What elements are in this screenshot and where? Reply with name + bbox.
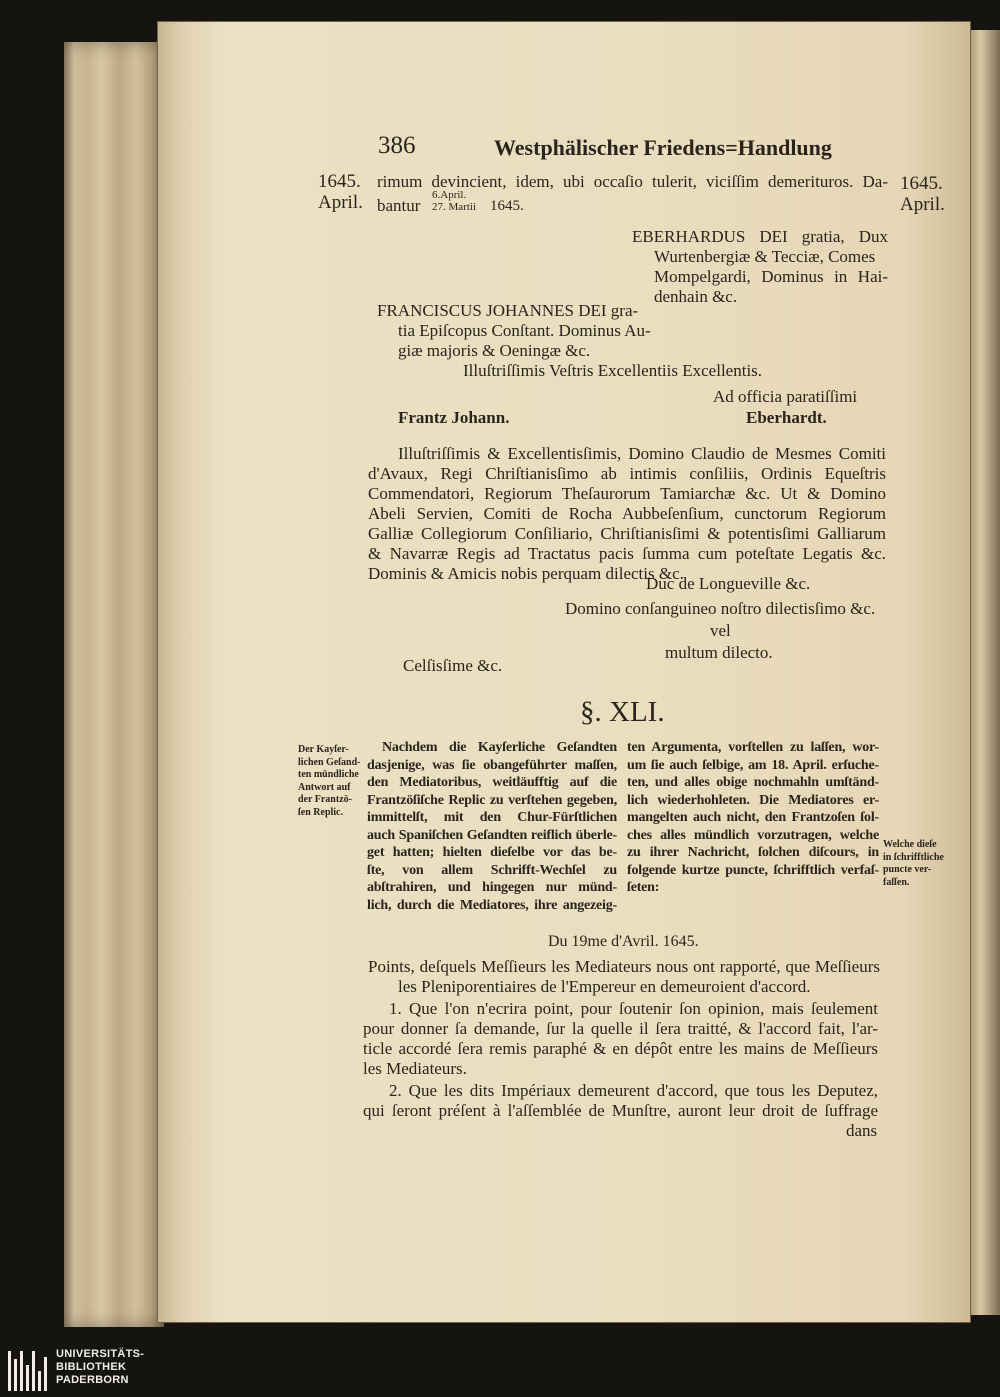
german-line: get hatten; hielten dieſelbe vor das be- <box>367 845 617 860</box>
german-column-1 <box>367 739 617 914</box>
address-paragraph <box>368 444 886 584</box>
signature-left: Frantz Johann. <box>398 408 510 427</box>
closing-celsissime: Celſisſime &c. <box>403 656 503 675</box>
french-point-1 <box>363 999 878 1079</box>
library-logo-bars-icon <box>8 1351 48 1391</box>
library-logo-line: BIBLIOTHEK <box>56 1361 127 1373</box>
french-point-2 <box>363 1081 878 1121</box>
sidenote-right-line: Welche dieſe <box>883 839 937 850</box>
eberhard-block <box>632 227 888 307</box>
german-line: Frantzöſiſche Replic zu verſtehen gegeben, <box>367 792 617 808</box>
page-number: 386 <box>378 132 416 159</box>
right-page-edge <box>968 30 1000 1315</box>
sidenote-left-line: Der Kayſer- <box>298 744 349 755</box>
sidenote-left-line: der Frantzö- <box>298 794 352 805</box>
german-line: den Mediatoribus, weitläufftig auf die <box>367 775 617 790</box>
french-point-line: pour donner ſa demande, ſur la quelle il ſera traitté, & l'accord fait, l'ar- <box>363 1019 878 1038</box>
sidenote-left-line: ſen Replic. <box>298 806 343 818</box>
franciscus-line: FRANCISCUS JOHANNES DEI gra- <box>377 301 639 320</box>
ad-officia: Ad officia paratiſſimi <box>713 387 858 406</box>
german-line: dasjenige, was ſie obangeführter maſſen, <box>367 757 617 773</box>
eberhard-line: Mompelgardi, Dominus in Hai- <box>654 267 888 286</box>
german-line: ſeten: <box>627 880 660 895</box>
french-title <box>368 957 880 997</box>
letter-line-1: rimum devincient, idem, ubi occaſio tulerit, viciſſim demerituros. Da- <box>377 172 888 191</box>
french-point-line: les Mediateurs. <box>363 1059 467 1078</box>
closing-vel: vel <box>710 621 731 640</box>
franciscus-line: tia Epiſcopus Conſtant. Dominus Au- <box>398 321 651 340</box>
german-column-2 <box>627 739 879 897</box>
sidenote-right-line: faſſen. <box>883 876 910 888</box>
sidenote-left-line: lichen Geſand- <box>298 756 361 768</box>
sidenote-right <box>883 839 944 889</box>
margin-year-left: 1645. <box>318 171 361 192</box>
address-line: d'Avaux, Regi Chriſtianisſimo ab intimis conſiliis, Ordinis Equeſtris <box>368 464 886 483</box>
french-title-line: Points, deſquels Meſſieurs les Mediateurs nous ont rapporté, que Meſſieurs <box>368 957 880 976</box>
address-line: Illuſtriſſimis & Excellentisſimis, Domino Claudio de Mesmes Comiti <box>398 444 886 463</box>
margin-year-right: 1645. <box>900 173 943 194</box>
german-line: folgende kurtze puncte, ſchrifftlich verfaſ- <box>627 862 879 878</box>
closing-domino: Domino conſanguineo noſtro dilectisſimo &c. <box>565 599 876 618</box>
closing-duc: Duc de Longueville &c. <box>646 574 811 593</box>
french-point-line: 2. Que les dits Impériaux demeurent d'accord, que tous les Deputez, <box>389 1081 878 1100</box>
catchword: dans <box>846 1121 878 1140</box>
letter-date-upper: 6.April. <box>432 189 467 201</box>
german-line: abſtrahiren, und hingegen nur münd- <box>367 880 617 895</box>
sidenote-right-line: in ſchrifftliche <box>883 851 944 863</box>
german-line: Nachdem die Kayſerliche Geſandten <box>382 740 617 755</box>
sidenote-left <box>298 744 361 819</box>
salutation: Illuſtriſſimis Veſtris Excellentiis Excellentis. <box>463 361 763 380</box>
address-line: Dominis & Amicis nobis perquam dilectis &c. <box>368 564 684 583</box>
address-line: Commendatori, Regiorum Theſaurorum Tamiarchæ &c. Ut & Domino <box>368 484 886 503</box>
german-line: auch Spaniſchen Geſandten reiflich überle- <box>367 827 617 843</box>
franciscus-line: giæ majoris & Oeningæ &c. <box>398 341 591 360</box>
section-heading: §. XLI. <box>580 696 665 728</box>
margin-month-left: April. <box>318 192 363 213</box>
french-point-line: ticle accordé ſera remis paraphé & en dépôt entre les mains de Meſſieurs <box>363 1039 878 1058</box>
german-line: mangelten auch nicht, den Frantzoſen ſol- <box>627 810 879 825</box>
closing-multum: multum dilecto. <box>665 643 773 662</box>
sidenote-left-line: ten mündliche <box>298 769 359 780</box>
french-date: Du 19me d'Avril. 1645. <box>548 933 699 950</box>
library-logo <box>0 1343 200 1397</box>
address-line: Galliæ Collegiorum Conſiliario, Chriſtianisſimi & potentisſimi Galliarum <box>368 524 886 543</box>
letter-line-2-start: bantur <box>377 196 421 215</box>
french-point-line: 1. Que l'on n'ecrira point, pour ſoutenir ſon opinion, mais ſeulement <box>389 999 878 1018</box>
franciscus-block <box>377 301 651 361</box>
sidenote-left-line: Antwort auf <box>298 781 351 793</box>
eberhard-line: EBERHARDUS DEI gratia, Dux <box>632 227 888 246</box>
french-point-line: qui ſeront préſent à l'aſſemblée de Munſtre, auront leur droit de ſuffrage <box>363 1101 878 1120</box>
signature-right: Eberhardt. <box>746 408 827 427</box>
german-line: ten Argumenta, vorſtellen zu laſſen, wor- <box>627 740 879 755</box>
address-line: Abeli Servien, Comiti de Rocha Aubbeſenſium, cunctorum Regiorum <box>368 504 886 523</box>
german-line: ten, und alles obige nochmahln umſtänd- <box>627 775 879 790</box>
eberhard-line: denhain &c. <box>654 287 738 306</box>
german-line: um ſie auch ſelbige, am 18. April. erſuche- <box>627 757 879 773</box>
library-logo-line: PADERBORN <box>56 1374 129 1386</box>
letter-date-lower: 27. Martii <box>432 201 476 213</box>
eberhard-line: Wurtenbergiæ & Tecciæ, Comes <box>654 247 876 266</box>
running-title: Westphälischer Friedens=Handlung <box>494 135 832 160</box>
library-logo-line: UNIVERSITÄTS- <box>56 1348 145 1360</box>
german-line: ſte, von allem Schrifft-Wechſel zu <box>367 862 617 878</box>
german-line: zu ihrer Nachricht, ſolchen diſcours, in <box>627 845 879 860</box>
german-line: immittelſt, mit den Chur-Fürſtlichen <box>367 810 617 825</box>
book-page-edges <box>64 42 164 1327</box>
french-title-line: les Pleniporentiaires de l'Empereur en demeuroient d'accord. <box>398 977 811 996</box>
margin-month-right: April. <box>900 194 945 215</box>
sidenote-right-line: puncte ver- <box>883 864 932 875</box>
german-line: lich wiederhohleten. Die Mediatores er- <box>627 792 879 808</box>
letter-year: 1645. <box>490 198 524 214</box>
german-line: lich, durch die Mediatores, ihre angezeig- <box>367 897 617 913</box>
address-line: & Navarræ Regis ad Tractatus pacis ſumma cum poteſtate Legatis &c. <box>368 544 886 563</box>
german-line: ches alles mündlich vorzutragen, welche <box>627 827 879 843</box>
